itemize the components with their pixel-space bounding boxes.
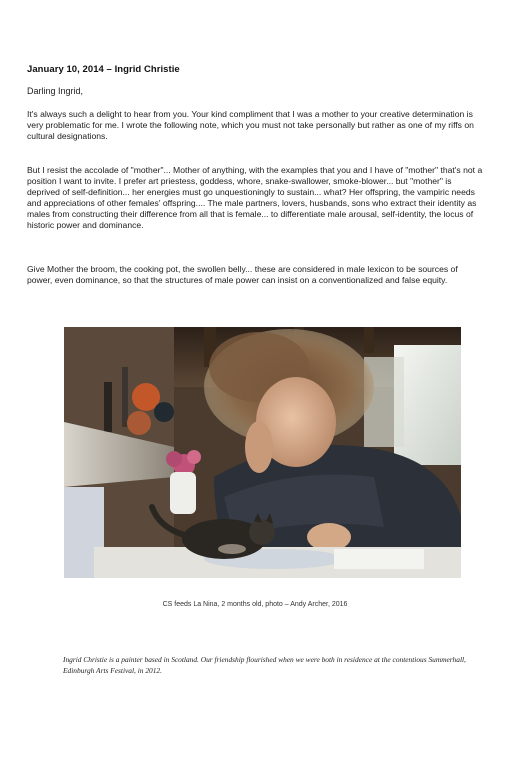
photograph [64,327,461,578]
letter-paragraph-1: It's always such a delight to hear from you. Your kind compliment that I was a mother to your creative determination is very problematic for me. I wrote the following note, which you must not take personally but rather as one of my riffs on cultural designations. [27,109,474,141]
photo-caption: CS feeds La Nina, 2 months old, photo – Andy Archer, 2016 [162,601,348,608]
letter-heading: January 10, 2014 – Ingrid Christie [27,64,180,75]
footnote: Ingrid Christie is a painter based in Scotland. Our friendship flourished when we were both in residence at the contentious Summerhall, Edinburgh Arts Festival, in 2012. [63,655,466,675]
photo-illustration [64,327,461,578]
letter-paragraph-3: Give Mother the broom, the cooking pot, the swollen belly... these are considered in male lexicon to be sources of power, even dominance, so that the structures of male power can insist on a conventionalized and false equity. [27,264,458,285]
letter-greeting: Darling Ingrid, [27,86,84,96]
letter-paragraph-2: But I resist the accolade of "mother"... Mother of anything, with the examples that you and I have of "mother" that's not a position I want to invite. I prefer art priestess, goddess, whore, snake-swallower, smoke-blower... but "mother" is deprived of self-definition... her energies must go unquestioningly to sustain... what? Her offspring, the vampiric needs and appreciations of other females' offspring.... The male partners, lovers, husbands, sons who extract their identity as males from constructing their difference from all that is female... to differentiate male arousal, self-identity, the locus of historic power and dominance. [27,165,483,230]
